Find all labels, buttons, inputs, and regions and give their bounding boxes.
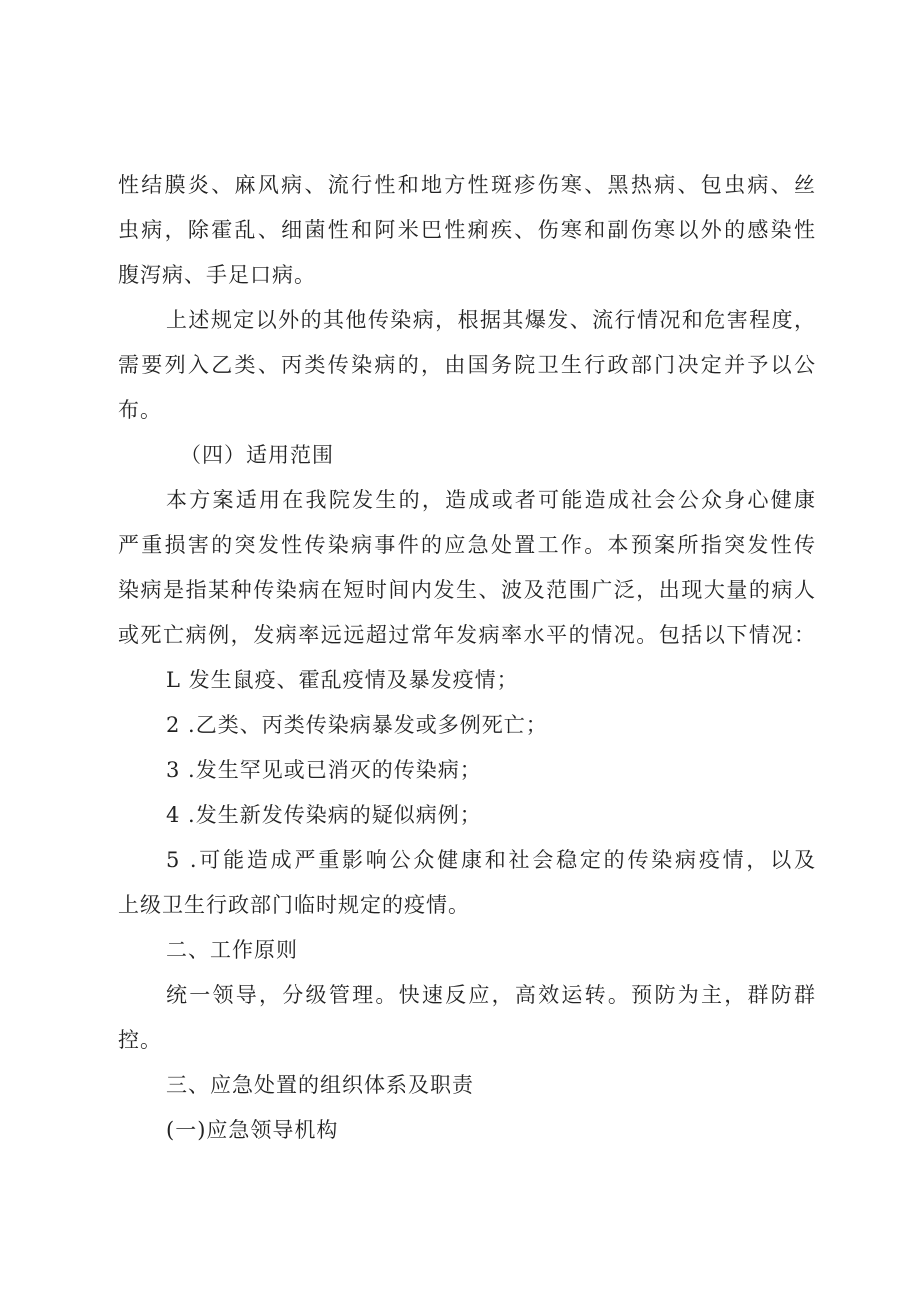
para3-line-4: 或死亡病例，发病率远远超过常年发病率水平的情况。包括以下情况：	[118, 623, 816, 647]
list-item-3: 3 .发生罕见或已消灭的传染病；	[166, 758, 482, 782]
para3-line-2: 严重损害的突发性传染病事件的应急处置工作。本预案所指突发性传	[118, 533, 816, 557]
para3-line-1: 本方案适用在我院发生的，造成或者可能造成社会公众身心健康	[166, 488, 816, 512]
para3-line-3: 染病是指某种传染病在短时间内发生、波及范围广泛，出现大量的病人	[118, 578, 816, 602]
para2-line-3: 布。	[118, 398, 162, 422]
para1-line-3: 腹泻病、手足口病。	[118, 263, 316, 287]
list-item-5-line-2: 上级卫生行政部门临时规定的疫情。	[118, 893, 470, 917]
para2-line-2: 需要列入乙类、丙类传染病的，由国务院卫生行政部门决定并予以公	[118, 353, 816, 377]
para1-line-1: 性结膜炎、麻风病、流行性和地方性斑疹伤寒、黑热病、包虫病、丝	[118, 173, 816, 197]
heading-leader: (一)应急领导机构	[166, 1118, 339, 1142]
para1-line-2: 虫病，除霍乱、细菌性和阿米巴性痢疾、伤寒和副伤寒以外的感染性	[118, 218, 816, 242]
list-item-5-line-1: 5 .可能造成严重影响公众健康和社会稳定的传染病疫情，以及	[166, 848, 816, 872]
document-body	[118, 163, 816, 1153]
list-item-2: 2 .乙类、丙类传染病暴发或多例死亡；	[166, 713, 548, 737]
list-item-4: 4 .发生新发传染病的疑似病例；	[166, 803, 482, 827]
heading-principle: 二、工作原则	[166, 938, 298, 962]
principle-line-1: 统一领导，分级管理。快速反应，高效运转。预防为主，群防群	[166, 983, 816, 1007]
para2-line-1: 上述规定以外的其他传染病，根据其爆发、流行情况和危害程度，	[166, 308, 816, 332]
heading-scope: （四）适用范围	[180, 443, 334, 467]
principle-line-2: 控。	[118, 1028, 162, 1052]
heading-org: 三、应急处置的组织体系及职责	[166, 1073, 474, 1097]
list-item-1: L 发生鼠疫、霍乱疫情及暴发疫情；	[166, 668, 519, 692]
